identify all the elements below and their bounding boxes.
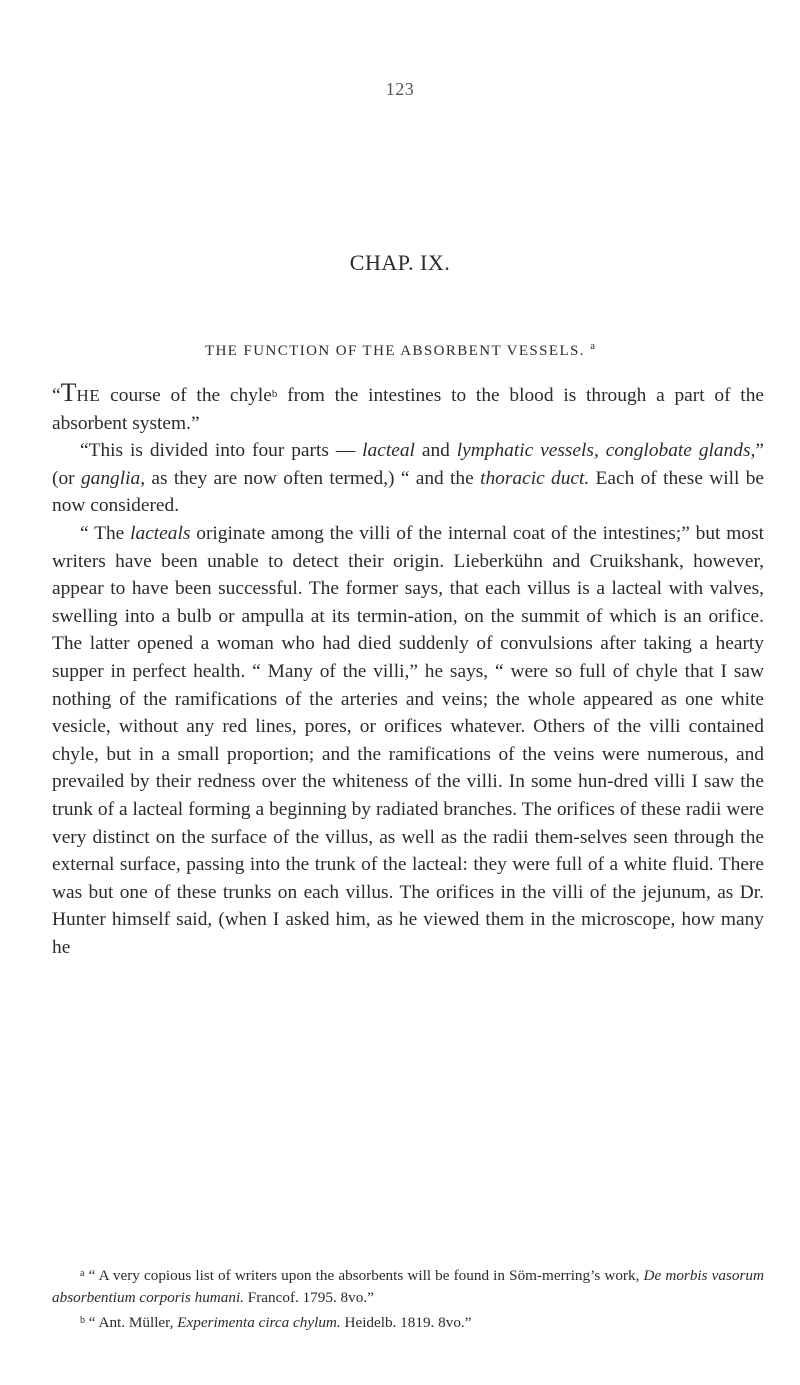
text-run: course of the chyle	[100, 385, 272, 406]
text-run: “ Ant. Müller,	[85, 1313, 178, 1331]
paragraph-1	[52, 379, 764, 437]
text-run: originate among the villi of the internal coat of the intestines;” but most writers have been unable to detect their origin. Lieberkühn and Cruikshank, however, appear to have been successful. The former says, that each villus is a lacteal with valves, swelling into a bulb or ampulla at its termin-ation, on the summit of which is an orifice. The latter opened a woman who had died suddenly of convulsions after taking a hearty supper in perfect health. “ Many of the villi,” he says, “ were so full of chyle that I saw nothing of the ramifications of the arteries and veins; the whole appeared as one white vesicle, without any red lines, pores, or orifices whatever. Others of the villi contained chyle, but in a small proportion; and the ramifications of the veins were numerous, and prevailed by their redness over the whiteness of the villi. In some hun-dred villi I saw the trunk of a lacteal forming a beginning by radiated branches. The orifices of these radii were very distinct on the surface of the villus, as well as the radii them-selves seen through the external surface, passing into the trunk of the lacteal: they were full of a white fluid. There was but one of these trunks on each villus. The orifices in the villi of the jejunum, as Dr. Hunter himself said, (when I asked him, as he viewed them in the microscope, how many he	[52, 522, 764, 958]
open-quote: “	[52, 385, 61, 406]
page-number: 123	[385, 79, 415, 99]
italic-term: lacteals	[130, 522, 191, 544]
body-text	[52, 379, 764, 961]
footnote-ref-b: b	[271, 388, 278, 400]
chapter-title: CHAP. IX.	[349, 250, 451, 275]
italic-term: thoracic duct.	[480, 467, 590, 489]
text-run: “ A very copious list of writers upon the absorbents will be found in Söm-merring’s work,	[84, 1267, 644, 1284]
text-run: “This is divided into four parts —	[80, 440, 363, 462]
italic-term: lymphatic vessels, conglobate glands,	[456, 440, 756, 462]
paragraph-2	[52, 437, 764, 520]
italic-term: lacteal	[362, 440, 415, 462]
italic-term: ganglia,	[80, 467, 146, 489]
footnote-b	[52, 1310, 764, 1334]
italic-title: Experimenta circa chylum.	[177, 1313, 341, 1331]
text-run: and	[414, 440, 457, 462]
text-run: Francof. 1795. 8vo.”	[243, 1289, 374, 1307]
footnote-a	[52, 1263, 764, 1310]
text-run: “ The	[80, 522, 131, 544]
section-title-text: THE FUNCTION OF THE ABSORBENT VESSELS.	[205, 343, 585, 359]
footnote-marker: b	[80, 1314, 85, 1326]
initial-letter: T	[60, 378, 77, 407]
footnote-ref-a: a	[590, 340, 595, 352]
text-run: from the intestines to the blood is through a part of the absorbent system.”	[52, 385, 764, 434]
small-caps-text: HE	[76, 386, 101, 405]
footnote-marker: a	[80, 1268, 85, 1279]
italic-title: De morbis vasorum absorbentium corporis humani.	[52, 1267, 764, 1307]
text-run: Each of these will be now considered.	[52, 467, 765, 517]
section-title	[0, 340, 800, 360]
text-run: ” (or	[52, 440, 764, 489]
footnotes	[52, 1263, 764, 1334]
text-run: as they are now often termed,) “ and the	[145, 467, 481, 489]
text-run: Heidelb. 1819. 8vo.”	[340, 1313, 472, 1331]
paragraph-3	[52, 520, 764, 962]
